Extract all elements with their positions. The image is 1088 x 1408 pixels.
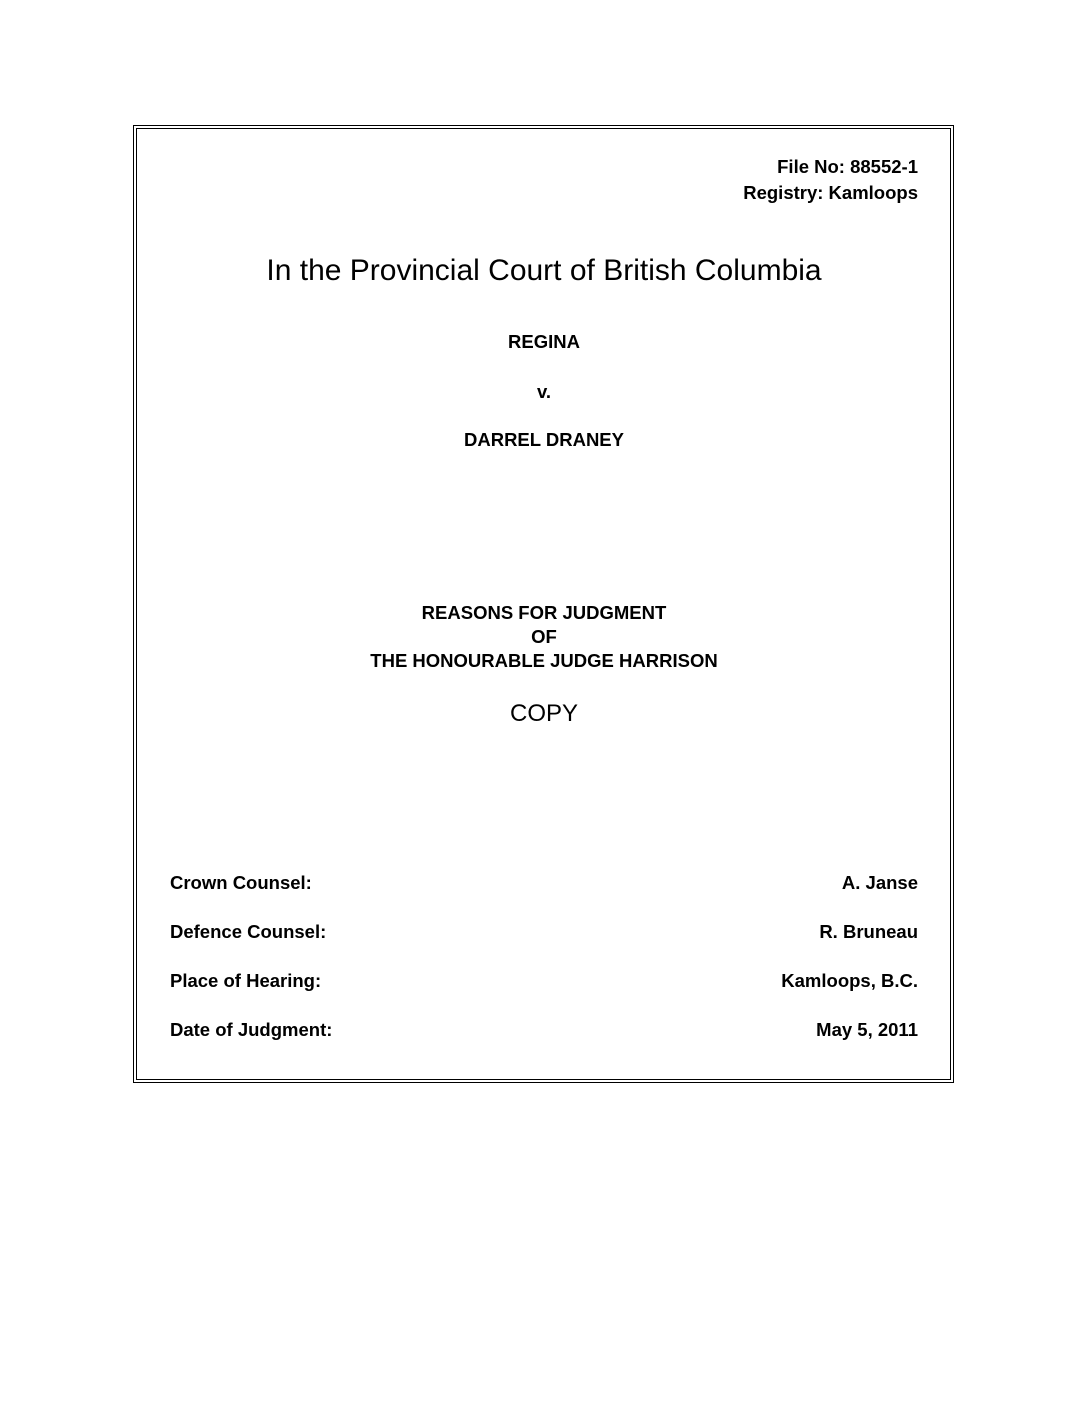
detail-label: Date of Judgment: [170,1019,333,1040]
detail-label: Defence Counsel: [170,921,327,942]
registry: Registry: Kamloops [743,182,918,203]
detail-value: A. Janse [841,872,918,893]
defendant-name: DARREL DRANEY [463,429,624,450]
detail-value: May 5, 2011 [816,1019,918,1040]
judgment-heading-line3: THE HONOURABLE JUDGE HARRISON [370,650,718,671]
court-title: In the Provincial Court of British Columbia [266,254,822,287]
file-info [743,154,918,206]
detail-label: Crown Counsel: [170,872,312,893]
detail-label: Place of Hearing: [170,970,322,991]
versus-label: v. [536,381,552,402]
crown-counsel-row [170,871,918,895]
date-of-judgment-row [170,1018,918,1042]
detail-value: R. Bruneau [819,921,918,942]
plaintiff-name: REGINA [508,331,580,352]
detail-value: Kamloops, B.C. [781,970,918,991]
file-number: File No: 88552-1 [777,156,918,177]
defence-counsel-row [170,920,918,944]
judgment-heading-line1: REASONS FOR JUDGMENT [421,602,667,623]
judgment-heading-line2: OF [531,626,557,647]
place-of-hearing-row [170,969,918,993]
copy-stamp: COPY [509,700,578,727]
